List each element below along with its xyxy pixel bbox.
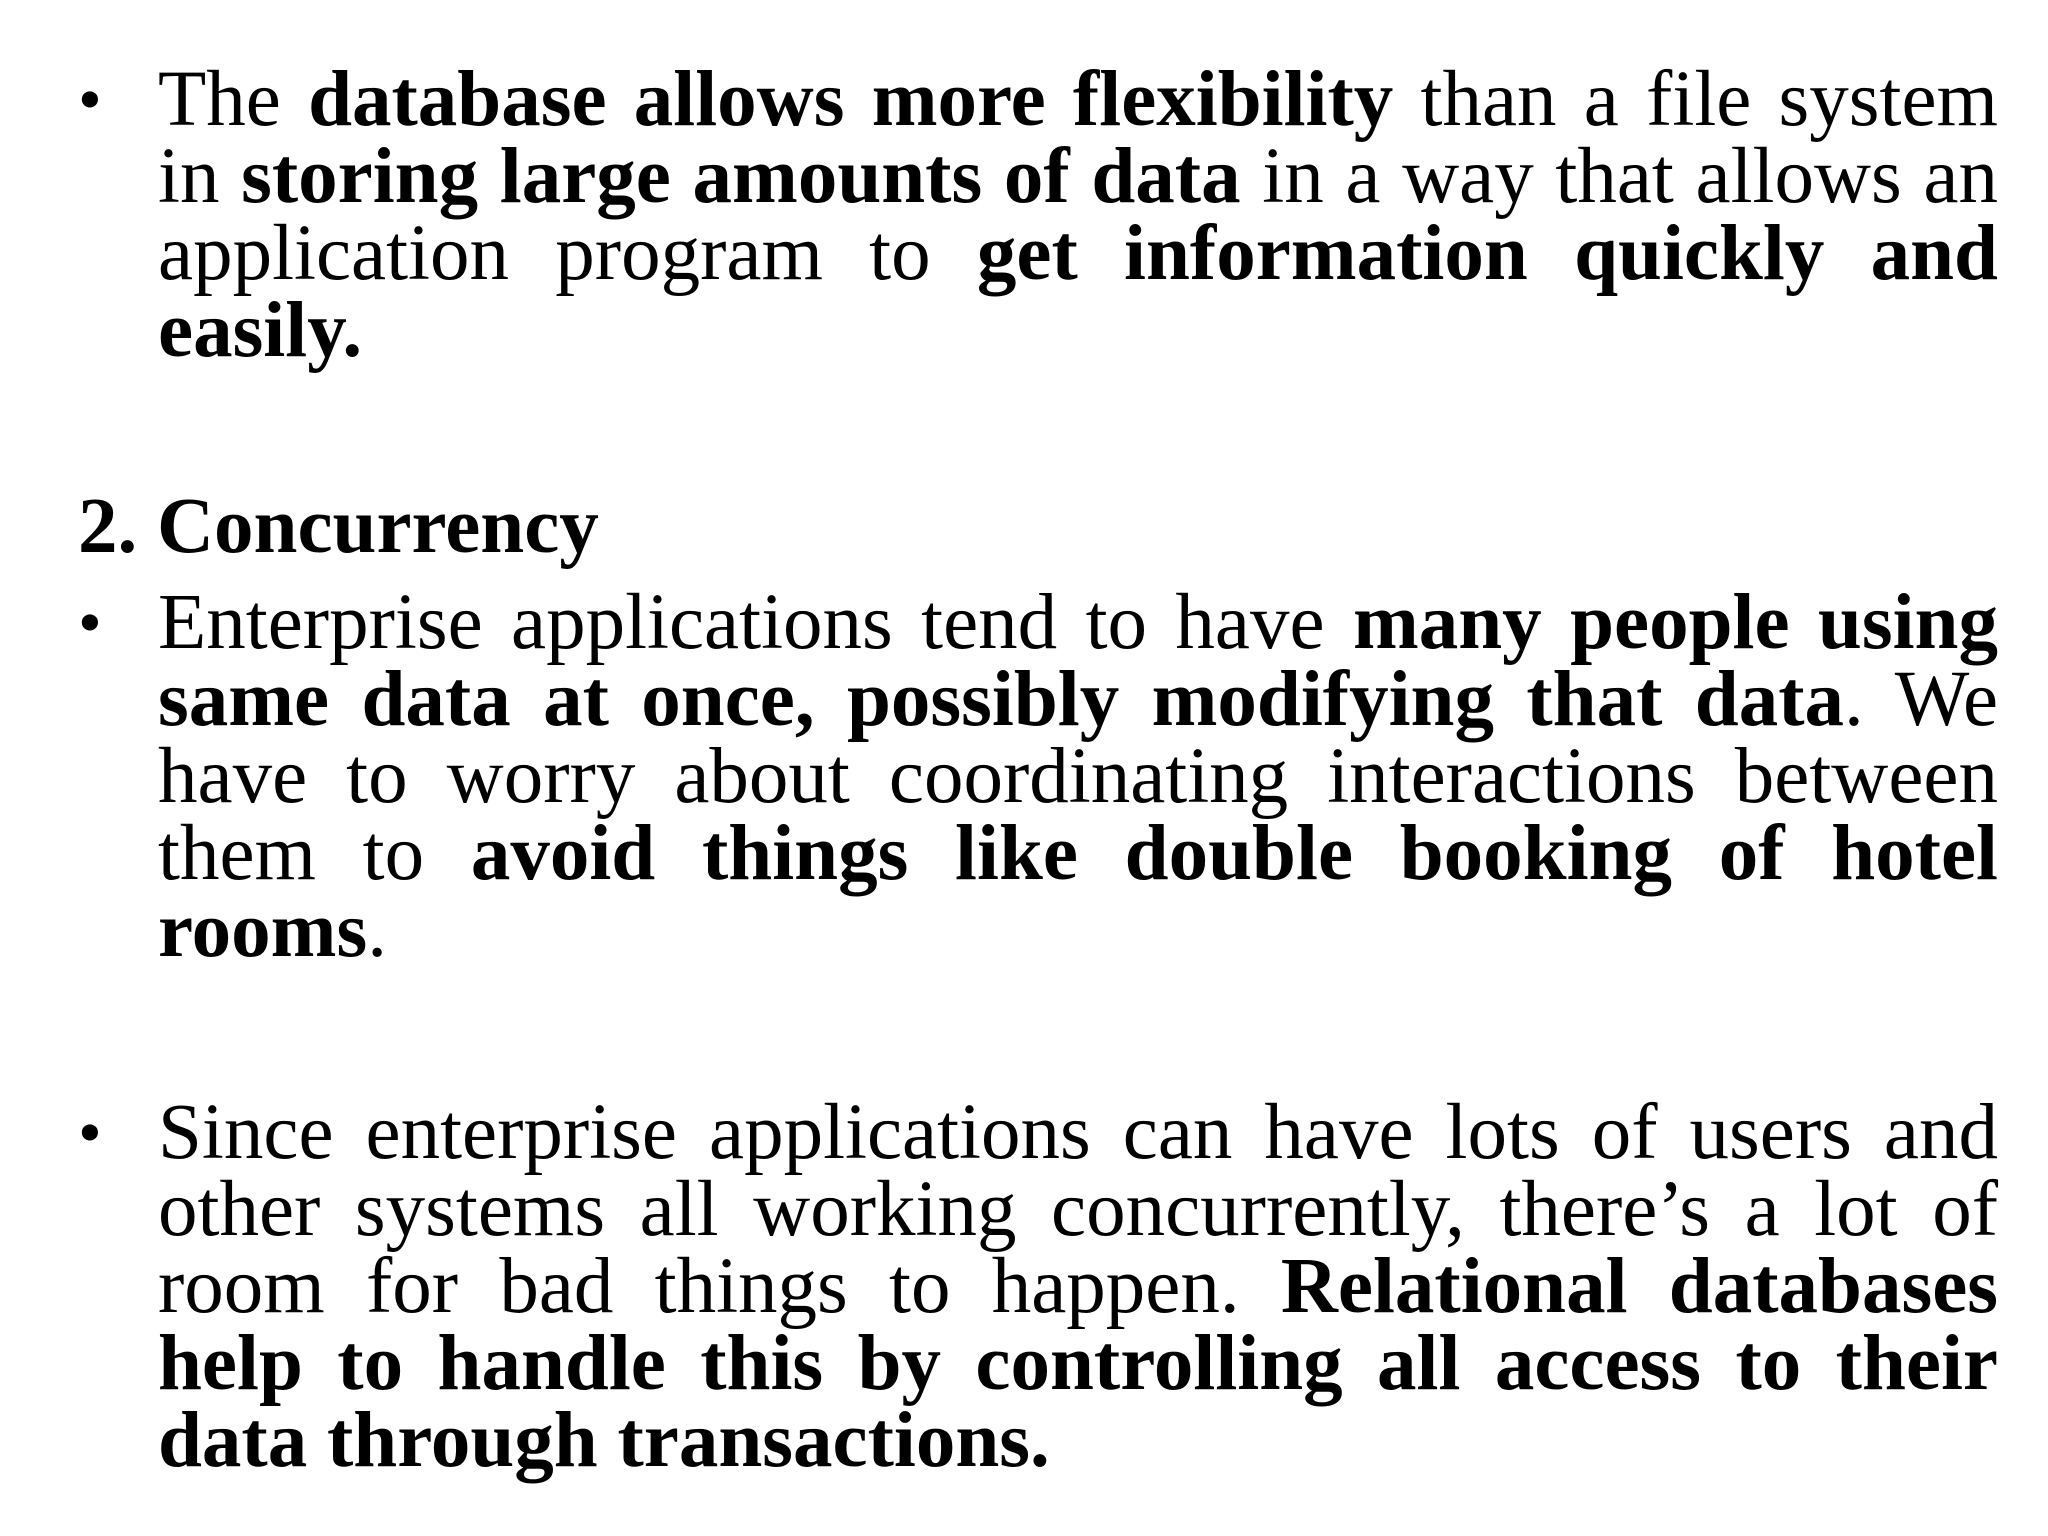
bullet-transactions <box>78 1089 1999 1484</box>
text-run-bold: database allows more flexibility <box>308 56 1394 143</box>
bullet-text-enterprise-users <box>158 579 1999 974</box>
text-run: . <box>367 887 387 974</box>
text-run: The <box>158 56 309 143</box>
bullet-marker: • <box>78 61 102 137</box>
bullet-text-flexibility <box>158 56 1999 374</box>
section-heading-concurrency: 2. Concurrency <box>78 483 599 570</box>
text-run-bold: storing large amounts of data <box>241 133 1241 220</box>
text-run-bold: get information quickly and easily. <box>158 210 1998 374</box>
bullet-marker: • <box>78 1094 102 1170</box>
bullet-marker: • <box>78 584 102 660</box>
text-run: in a way that allows an application program to <box>158 133 1998 297</box>
text-run-bold: Relational databases help to handle this by controlling all access to their data through transactions. <box>158 1243 1999 1484</box>
text-run-bold: many people using same data at once, possibly modifying that data <box>158 579 1998 743</box>
text-run-bold: avoid things like double booking of hotel rooms <box>158 810 1998 974</box>
text-run: than a file system in <box>158 56 1999 220</box>
bullet-enterprise-users <box>78 579 1999 974</box>
text-run: . We have to worry about coordinating interactions between them to <box>158 656 1999 897</box>
bullet-flexibility <box>78 56 1999 374</box>
text-run: Enterprise applications tend to have <box>158 579 1353 666</box>
bullet-text-transactions <box>158 1089 1999 1484</box>
text-run: Since enterprise applications can have lots of users and other systems all working concurrently, there’s a lot of room for bad things to happen. <box>158 1089 1998 1330</box>
